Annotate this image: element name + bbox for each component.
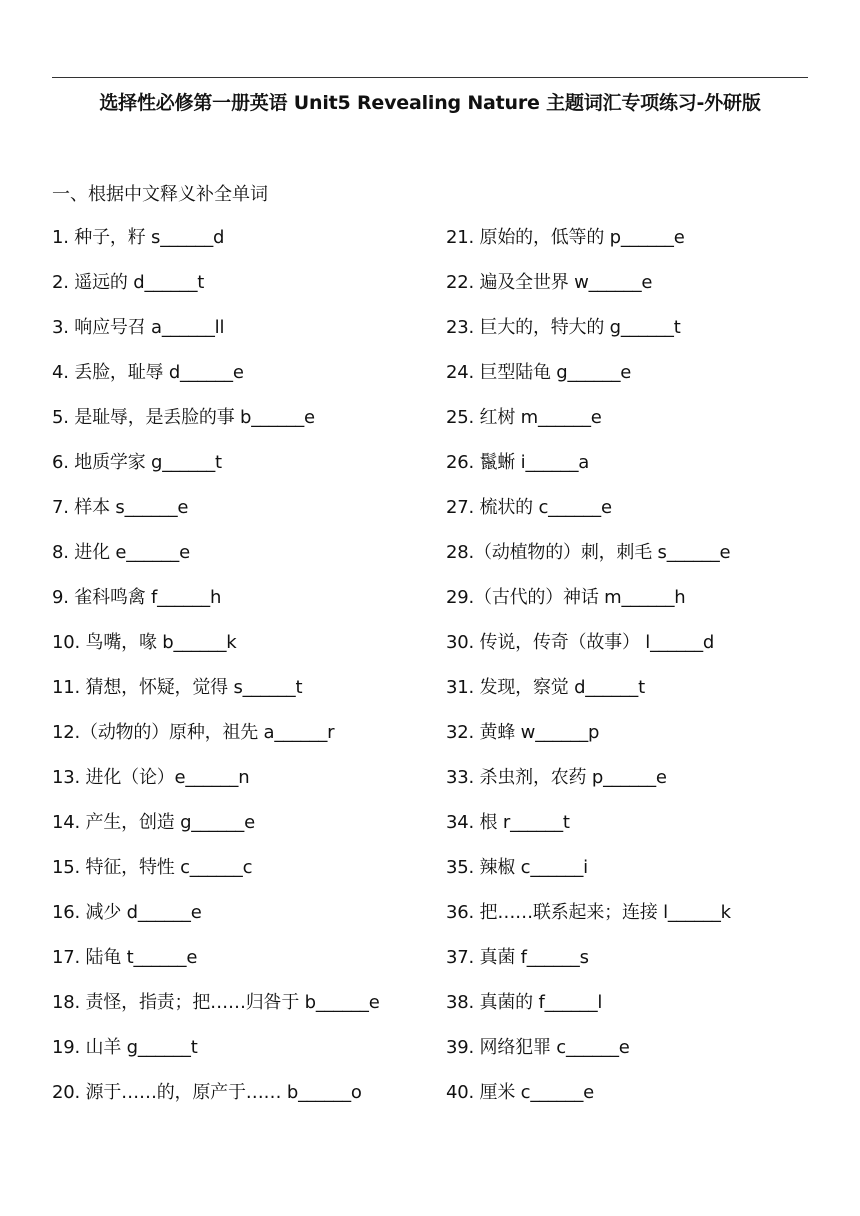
exercise-item-11: 11. 猜想，怀疑，觉得 s______t [52, 677, 303, 698]
exercise-item-2: 2. 遥远的 d______t [52, 272, 205, 293]
exercise-item-12: 12.（动物的）原种，祖先 a______r [52, 722, 335, 743]
exercise-item-22: 22. 遍及全世界 w______e [446, 272, 653, 293]
exercise-item-33: 33. 杀虫剂，农药 p______e [446, 767, 667, 788]
exercise-item-7: 7. 样本 s______e [52, 497, 189, 518]
exercise-item-29: 29.（古代的）神话 m______h [446, 587, 686, 608]
exercise-item-40: 40. 厘米 c______e [446, 1082, 595, 1103]
exercise-item-6: 6. 地质学家 g______t [52, 452, 222, 473]
exercise-item-32: 32. 黄蜂 w______p [446, 722, 600, 743]
exercise-item-37: 37. 真菌 f______s [446, 947, 589, 968]
exercise-item-5: 5. 是耻辱，是丢脸的事 b______e [52, 407, 315, 428]
exercise-item-20: 20. 源于……的，原产于…… b______o [52, 1082, 362, 1103]
exercise-item-3: 3. 响应号召 a______ll [52, 317, 225, 338]
exercise-item-38: 38. 真菌的 f______l [446, 992, 603, 1013]
exercise-item-19: 19. 山羊 g______t [52, 1037, 198, 1058]
exercise-item-36: 36. 把……联系起来；连接 l______k [446, 902, 731, 923]
exercise-item-10: 10. 鸟嘴，喙 b______k [52, 632, 237, 653]
exercise-column-left [52, 222, 442, 1122]
exercise-item-30: 30. 传说，传奇（故事） l______d [446, 632, 715, 653]
document-title: 选择性必修第一册英语 Unit5 Revealing Nature 主题词汇专项练习-外研版 [99, 92, 761, 114]
exercise-item-28: 28.（动植物的）刺，刺毛 s______e [446, 542, 731, 563]
exercise-item-16: 16. 减少 d______e [52, 902, 202, 923]
exercise-item-14: 14. 产生，创造 g______e [52, 812, 255, 833]
exercise-item-1: 1. 种子，籽 s______d [52, 227, 225, 248]
exercise-item-25: 25. 红树 m______e [446, 407, 602, 428]
exercise-item-9: 9. 雀科鸣禽 f______h [52, 587, 222, 608]
exercise-item-15: 15. 特征，特性 c______c [52, 857, 253, 878]
exercise-item-17: 17. 陆龟 t______e [52, 947, 198, 968]
exercise-item-21: 21. 原始的，低等的 p______e [446, 227, 685, 248]
exercise-column-right [446, 222, 836, 1122]
exercise-item-13: 13. 进化（论）e______n [52, 767, 250, 788]
exercise-item-39: 39. 网络犯罪 c______e [446, 1037, 630, 1058]
exercise-item-34: 34. 根 r______t [446, 812, 570, 833]
exercise-item-4: 4. 丢脸，耻辱 d______e [52, 362, 244, 383]
header-rule [52, 77, 808, 78]
exercise-item-8: 8. 进化 e______e [52, 542, 190, 563]
exercise-item-31: 31. 发现，察觉 d______t [446, 677, 645, 698]
exercise-item-26: 26. 鬣蜥 i______a [446, 452, 590, 473]
exercise-item-24: 24. 巨型陆龟 g______e [446, 362, 632, 383]
exercise-item-35: 35. 辣椒 c______i [446, 857, 588, 878]
exercise-item-23: 23. 巨大的，特大的 g______t [446, 317, 681, 338]
exercise-item-27: 27. 梳状的 c______e [446, 497, 612, 518]
section-heading: 一、根据中文释义补全单词 [52, 184, 268, 205]
exercise-item-18: 18. 责怪，指责；把……归咎于 b______e [52, 992, 380, 1013]
